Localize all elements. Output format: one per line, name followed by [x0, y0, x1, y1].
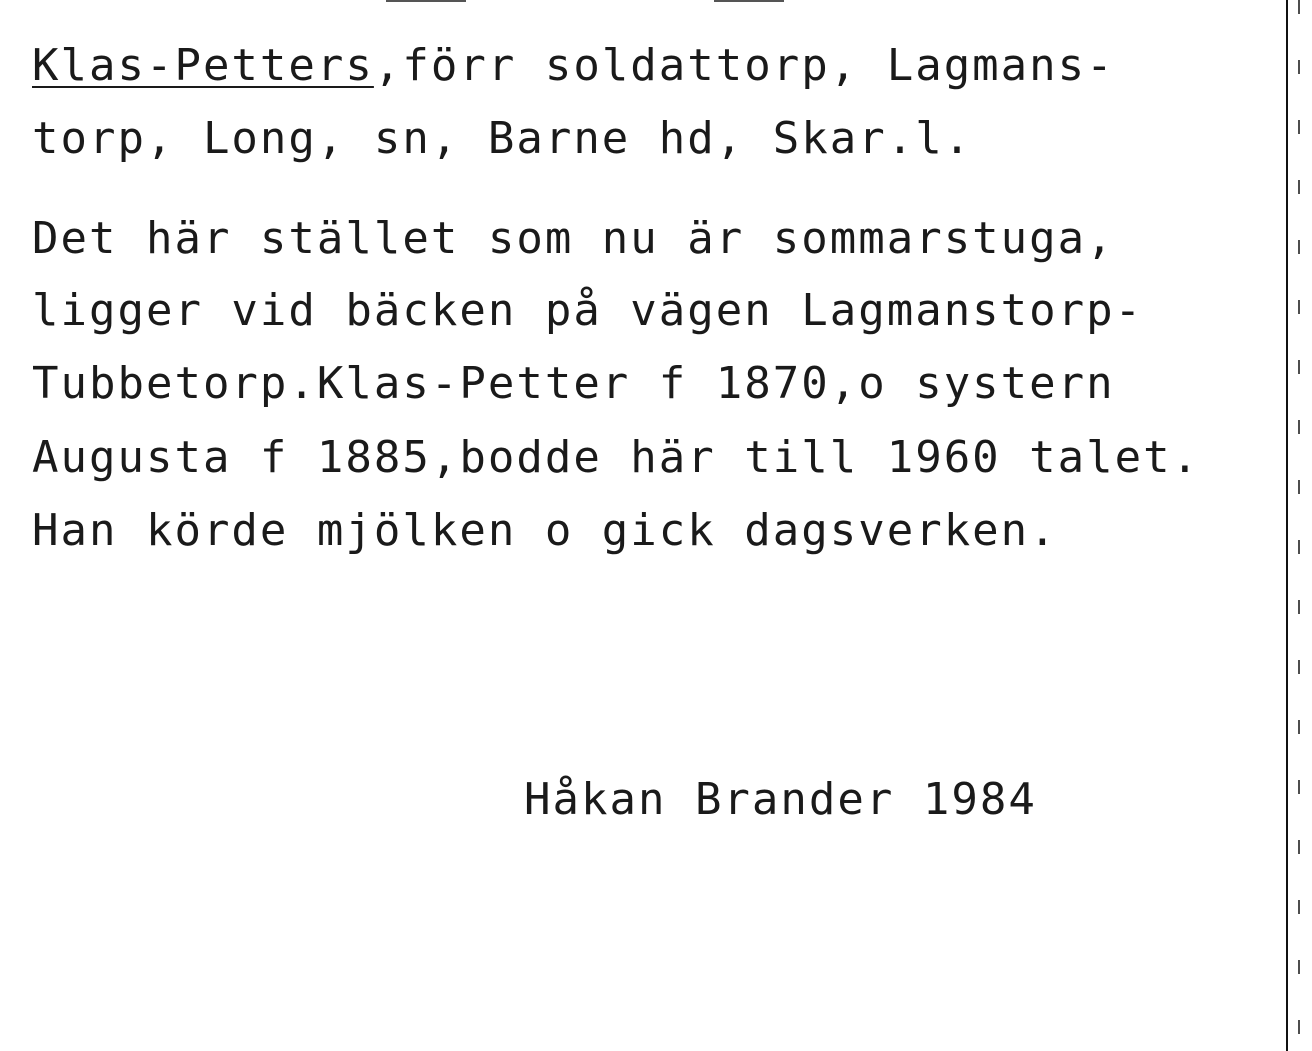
heading-line-1-rest: ,förr soldattorp, Lagmans- — [373, 40, 1115, 91]
scan-top-mark — [714, 0, 784, 2]
scan-top-mark — [386, 0, 466, 2]
place-name: Klas-Petters — [32, 40, 374, 91]
scan-edge-dash — [1298, 0, 1300, 1051]
body-line-1: Det här stället som nu är sommarstuga, — [32, 213, 1115, 264]
heading-line-1 — [32, 40, 1115, 91]
body-line-2: ligger vid bäcken på vägen Lagmanstorp- — [32, 285, 1144, 336]
body-line-5: Han körde mjölken o gick dagsverken. — [32, 505, 1058, 556]
body-line-4: Augusta f 1885,bodde här till 1960 talet. — [32, 432, 1201, 483]
body-line-3: Tubbetorp.Klas-Petter f 1870,o systern — [32, 358, 1115, 409]
scan-edge-line — [1286, 0, 1288, 1051]
heading-line-2: torp, Long, sn, Barne hd, Skar.l. — [32, 113, 973, 164]
signature: Håkan Brander 1984 — [524, 774, 1037, 825]
